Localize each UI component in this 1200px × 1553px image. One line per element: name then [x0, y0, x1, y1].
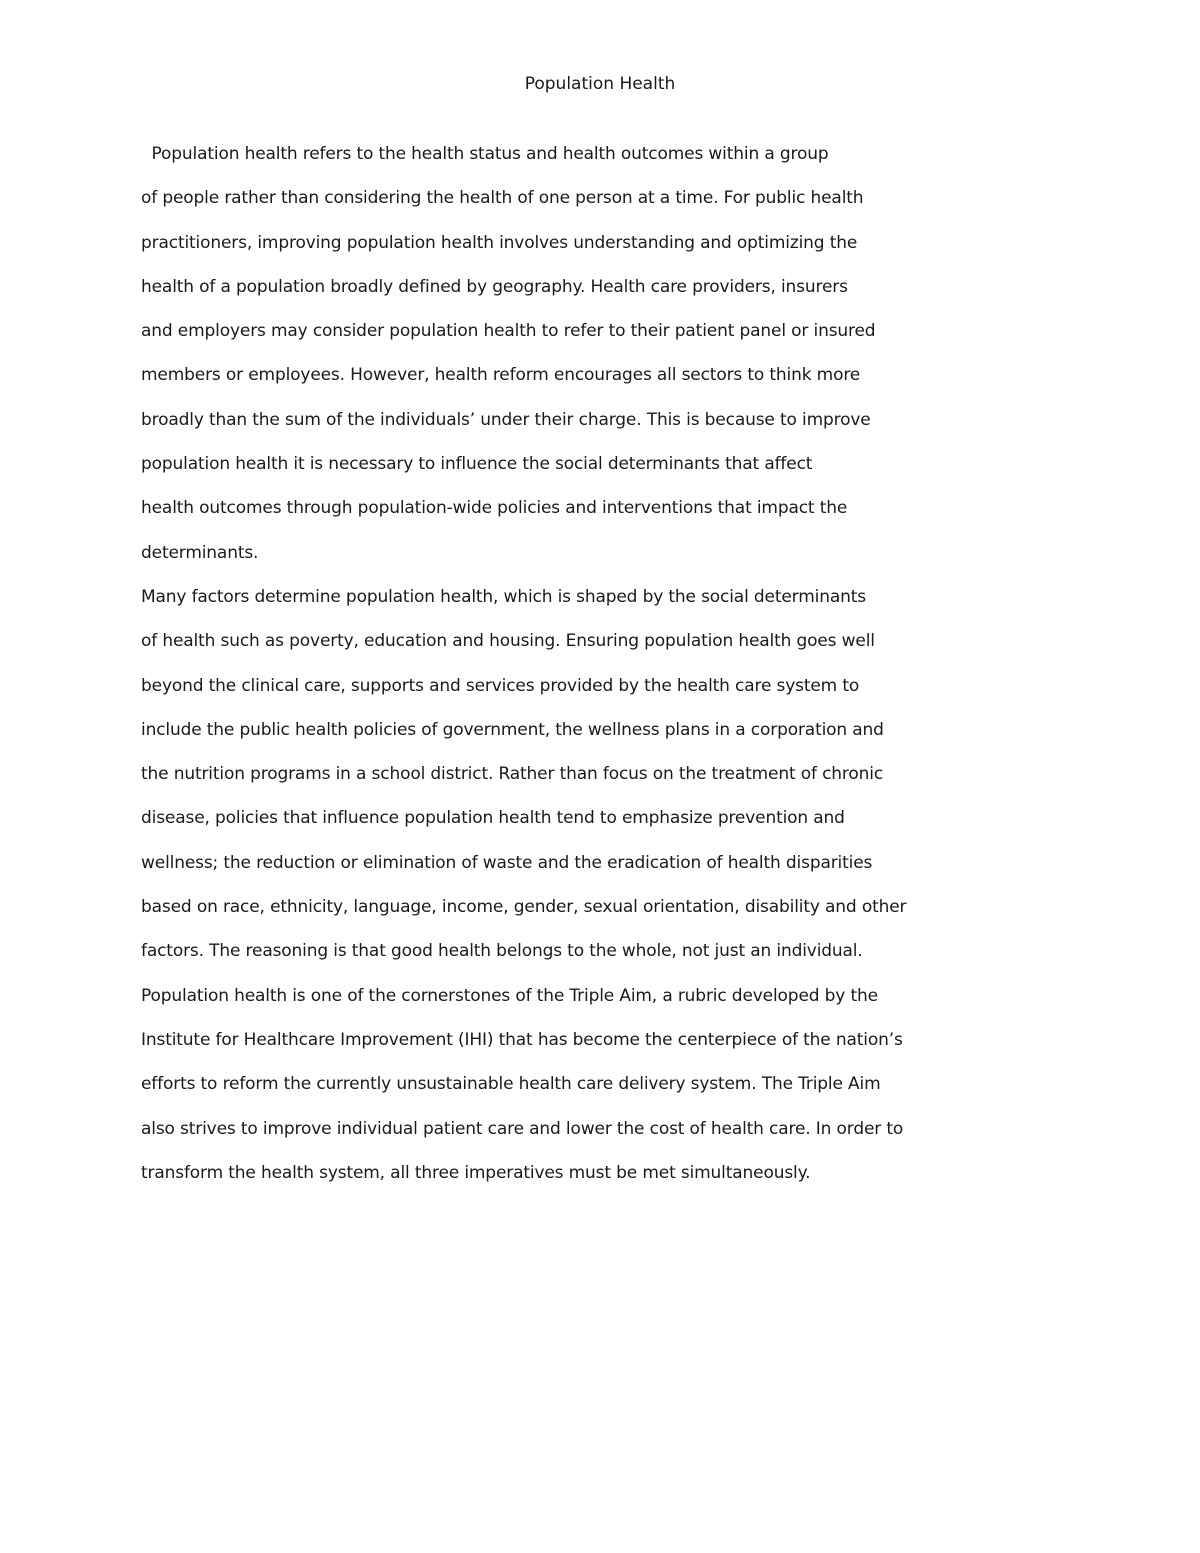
- text-line: population health it is necessary to influence the social determinants that affect: [141, 454, 813, 475]
- text-line: Many factors determine population health, which is shaped by the social determinants: [141, 586, 866, 607]
- text-line: also strives to improve individual patient care and lower the cost of health care. In order to: [141, 1118, 904, 1139]
- text-line: wellness; the reduction or elimination of waste and the eradication of health disparities: [141, 852, 873, 873]
- text-line: disease, policies that influence population health tend to emphasize prevention and: [141, 808, 845, 829]
- text-line: members or employees. However, health reform encourages all sectors to think more: [141, 365, 861, 386]
- body-text: [141, 142, 961, 1205]
- text-line: of health such as poverty, education and housing. Ensuring population health goes well: [141, 631, 875, 652]
- text-line: efforts to reform the currently unsustainable health care delivery system. The Triple Aim: [141, 1074, 881, 1095]
- text-line: Population health refers to the health status and health outcomes within a group: [141, 144, 829, 164]
- text-line: broadly than the sum of the individuals’ under their charge. This is because to improve: [141, 409, 871, 430]
- text-line: the nutrition programs in a school district. Rather than focus on the treatment of chronic: [141, 764, 884, 785]
- text-line: of people rather than considering the health of one person at a time. For public health: [141, 188, 864, 209]
- text-line: health of a population broadly defined by geography. Health care providers, insurers: [141, 276, 848, 297]
- text-line: transform the health system, all three imperatives must be met simultaneously.: [141, 1162, 811, 1183]
- text-line: determinants.: [141, 542, 259, 563]
- text-line: Institute for Healthcare Improvement (IHI) that has become the centerpiece of the nation’s: [141, 1029, 903, 1050]
- text-line: Population health is one of the cornerstones of the Triple Aim, a rubric developed by the: [141, 985, 878, 1006]
- text-line: beyond the clinical care, supports and services provided by the health care system to: [141, 675, 860, 696]
- text-line: factors. The reasoning is that good health belongs to the whole, not just an individual.: [141, 941, 863, 962]
- text-line: health outcomes through population-wide policies and interventions that impact the: [141, 498, 848, 519]
- text-line: practitioners, improving population health involves understanding and optimizing the: [141, 232, 858, 253]
- text-line: based on race, ethnicity, language, income, gender, sexual orientation, disability and other: [141, 897, 907, 918]
- text-line: and employers may consider population health to refer to their patient panel or insured: [141, 321, 876, 342]
- page-title: Population Health: [524, 74, 676, 94]
- text-line: include the public health policies of government, the wellness plans in a corporation and: [141, 719, 884, 740]
